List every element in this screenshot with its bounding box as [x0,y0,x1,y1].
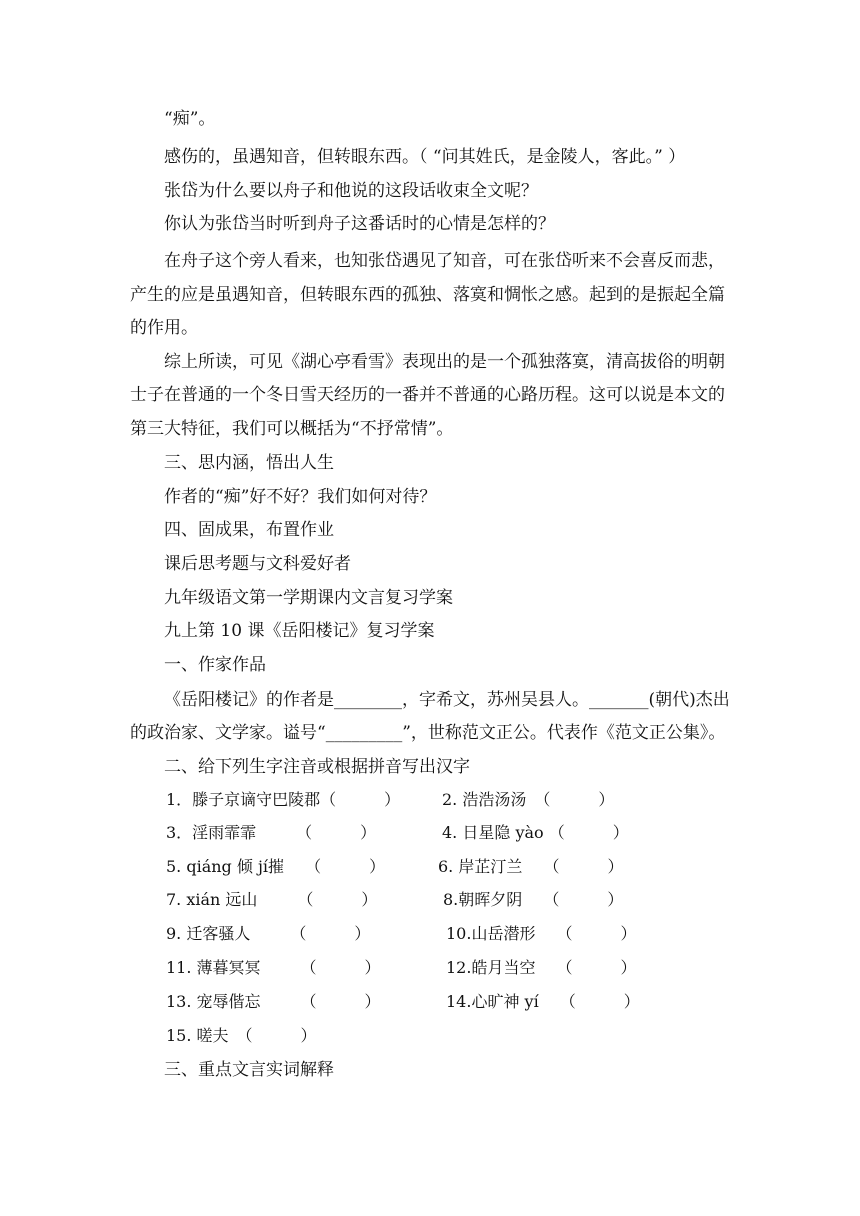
heading-key-words: 三、重点文言实词解释 [164,1060,334,1080]
exercise-item-15: 15. 嗟夫 （ ） [166,1026,317,1045]
exercise-item-6: 6. 岸芷汀兰 （ ） [438,857,624,876]
para-answer-line3: 的作用。 [130,318,198,338]
para-summary-line2: 士子在普通的一个冬日雪天经历的一番并不普通的心路历程。这可以说是本文的 [130,385,725,405]
fill-blank-line1: 《岳阳楼记》的作者是________，字希文，苏州吴县人。_______(朝代)杰出 [164,690,730,710]
exercise-item-11: 11. 薄暮冥冥 （ ） [166,958,381,977]
para-answer-line2: 产生的应是虽遇知音，但转眼东西的孤独、落寞和惆怅之感。起到的是振起全篇 [130,285,725,305]
exercise-item-2: 2. 浩浩汤汤 （ ） [442,790,615,809]
lesson-title: 九上第 10 课《岳阳楼记》复习学案 [164,621,435,641]
exercise-item-5: 5. qiáng 倾 jí摧 （ ） [166,857,386,876]
exercise-item-4: 4. 日星隐 yào （ ） [442,823,629,842]
exercise-item-9: 9. 迁客骚人 （ ） [166,924,371,943]
exercise-item-3: 3．淫雨霏霏 （ ） [166,823,377,842]
heading-pinyin: 二、给下列生字注音或根据拼音写出汉字 [164,757,470,777]
heading-author-works: 一、作家作品 [164,655,266,675]
para-chi: “痴”。 [164,109,216,129]
exercise-item-13: 13. 宠辱偕忘 （ ） [166,992,381,1011]
para-answer-line1: 在舟子这个旁人看来，也知张岱遇见了知音，可在张岱听来不会喜反而悲， [164,251,725,271]
para-homework: 课后思考题与文科爱好者 [164,554,351,574]
exercise-item-14: 14.心旷神 yí （ ） [446,992,640,1011]
fill-blank-line2: 的政治家、文学家。谥号“_________”，世称范文正公。代表作《范文正公集》。 [130,723,726,743]
exercise-item-7: 7. xián 远山 （ ） [166,890,378,909]
section-heading-3: 三、思内涵，悟出人生 [164,453,334,473]
doc-title: 九年级语文第一学期课内文言复习学案 [164,588,453,608]
para-summary-line3: 第三大特征，我们可以概括为“不抒常情”。 [130,419,454,439]
section-heading-4: 四、固成果，布置作业 [164,520,334,540]
para-question-why: 张岱为什么要以舟子和他说的这段话收束全文呢？ [164,181,538,201]
exercise-item-1: 1．滕子京谪守巴陵郡（ ） [166,790,401,809]
para-summary-line1: 综上所读，可见《湖心亭看雪》表现出的是一个孤独落寞，清高拔俗的明朝 [164,352,725,372]
para-question-mood: 你认为张岱当时听到舟子这番话时的心情是怎样的？ [164,214,555,234]
exercise-item-12: 12.皓月当空 （ ） [446,958,637,977]
exercise-item-8: 8.朝晖夕阴 （ ） [443,890,624,909]
para-author-chi: 作者的“痴”好不好？我们如何对待？ [164,487,437,507]
exercise-item-10: 10.山岳潜形 （ ） [446,924,637,943]
para-sad: 感伤的，虽遇知音，但转眼东西。（ “问其姓氏，是金陵人，客此。” ） [164,147,686,167]
